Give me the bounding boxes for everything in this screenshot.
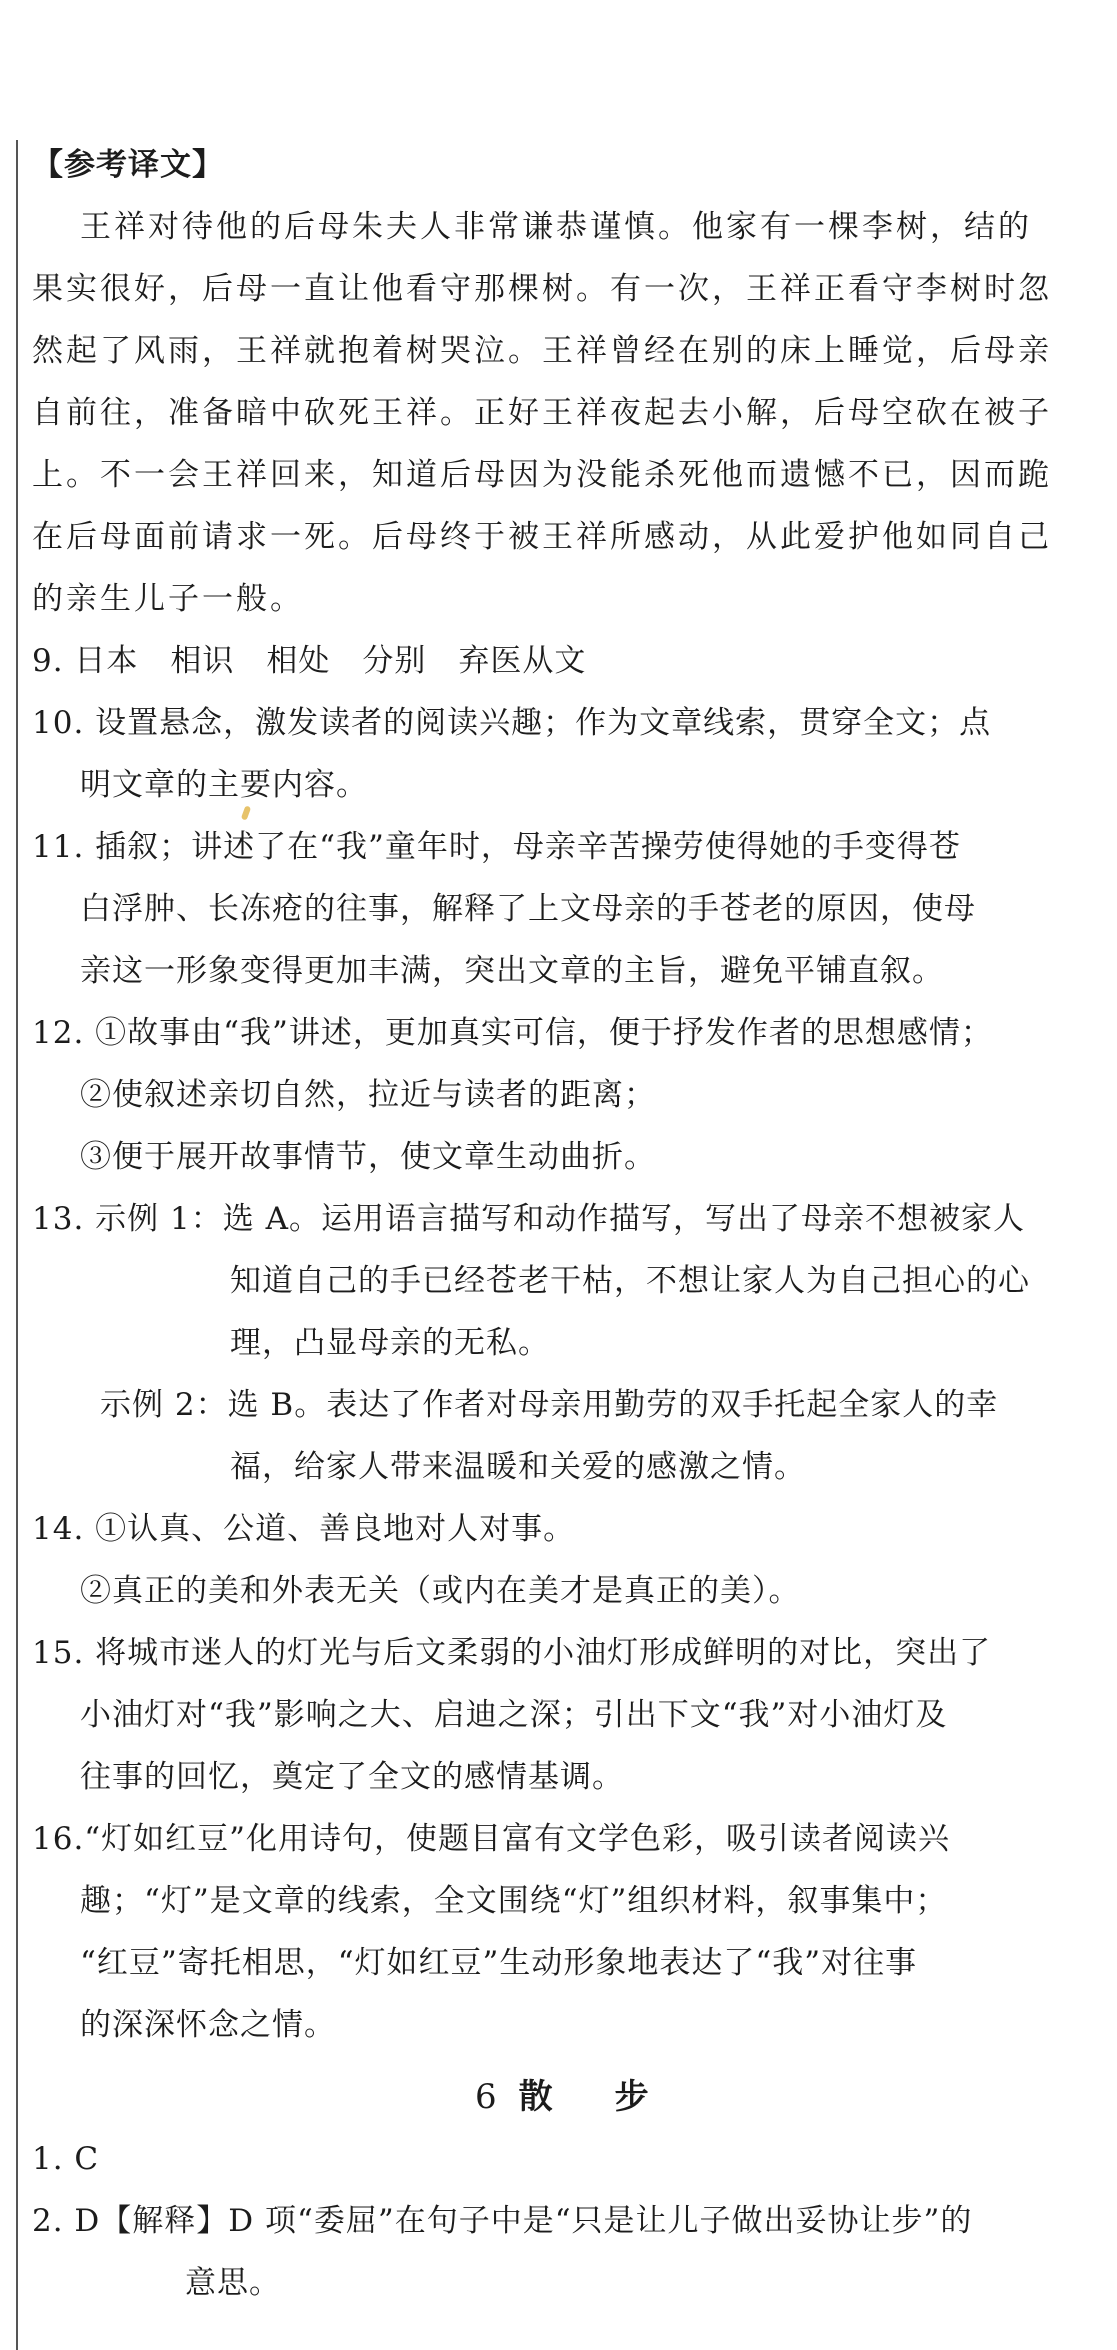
pen-mark [241, 805, 251, 820]
answer-14-line: ②真正的美和外表无关（或内在美才是真正的美）。 [80, 1573, 801, 1609]
answer-13-line: 13. 示例 1：选 A。运用语言描写和动作描写，写出了母亲不想被家人 [32, 1201, 1025, 1237]
translation-line: 王祥对待他的后母朱夫人非常谦恭谨慎。他家有一棵李树，结的 [80, 209, 1032, 245]
answer-16-line: 的深深怀念之情。 [80, 2007, 336, 2043]
answer-13-line: 福，给家人带来温暖和关爱的感激之情。 [230, 1449, 806, 1485]
section-title [475, 2077, 663, 2117]
answer-9: 9. 日本 相识 相处 分别 弃医从文 [32, 643, 587, 679]
section-name: 散 步 [518, 2077, 663, 2117]
answer-11-line: 亲这一形象变得更加丰满，突出文章的主旨，避免平铺直叙。 [80, 953, 944, 989]
translation-line: 在后母面前请求一死。后母终于被王祥所感动，从此爱护他如同自己 [32, 519, 1052, 555]
answer-16-line: “红豆”寄托相思，“灯如红豆”生动形象地表达了“我”对往事 [80, 1945, 918, 1981]
answer-13-line: 示例 2：选 B。表达了作者对母亲用勤劳的双手托起全家人的幸 [100, 1387, 999, 1423]
answer-14-line: 14. ①认真、公道、善良地对人对事。 [32, 1511, 576, 1547]
section-answer-1: 1. C [32, 2141, 100, 2177]
answer-15-line: 小油灯对“我”影响之大、启迪之深；引出下文“我”对小油灯及 [80, 1697, 948, 1733]
translation-line: 上。不一会王祥回来，知道后母因为没能杀死他而遗憾不已，因而跪 [32, 457, 1052, 493]
answer-13-line: 理，凸显母亲的无私。 [230, 1325, 550, 1361]
answer-12-line: 12. ①故事由“我”讲述，更加真实可信，便于抒发作者的思想感情； [32, 1015, 993, 1051]
translation-line: 的亲生儿子一般。 [32, 581, 304, 617]
section-answer-2-line: 意思。 [185, 2265, 281, 2301]
section-number: 6 [475, 2077, 501, 2117]
answer-10-line: 明文章的主要内容。 [80, 767, 368, 803]
answer-10-line: 10. 设置悬念，激发读者的阅读兴趣；作为文章线索，贯穿全文；点 [32, 705, 992, 741]
answer-12-line: ③便于展开故事情节，使文章生动曲折。 [80, 1139, 656, 1175]
answer-12-line: ②使叙述亲切自然，拉近与读者的距离； [80, 1077, 656, 1113]
translation-line: 然起了风雨，王祥就抱着树哭泣。王祥曾经在别的床上睡觉，后母亲 [32, 333, 1052, 369]
section-answer-2-line: 2. D【解释】D 项“委屈”在句子中是“只是让儿子做出妥协让步”的 [32, 2203, 973, 2239]
answer-15-line: 15. 将城市迷人的灯光与后文柔弱的小油灯形成鲜明的对比，突出了 [32, 1635, 992, 1671]
left-margin-rule [16, 140, 18, 2350]
answer-11-line: 白浮肿、长冻疮的往事，解释了上文母亲的手苍老的原因，使母 [80, 891, 976, 927]
answer-13-line: 知道自己的手已经苍老干枯，不想让家人为自己担心的心 [230, 1263, 1030, 1299]
answer-15-line: 往事的回忆，奠定了全文的感情基调。 [80, 1759, 624, 1795]
answer-11-line: 11. 插叙；讲述了在“我”童年时，母亲辛苦操劳使得她的手变得苍 [32, 829, 961, 865]
translation-line: 自前往，准备暗中砍死王祥。正好王祥夜起去小解，后母空砍在被子 [32, 395, 1052, 431]
translation-line: 果实很好，后母一直让他看守那棵树。有一次，王祥正看守李树时忽 [32, 271, 1052, 307]
answer-16-line: 趣；“灯”是文章的线索，全文围绕“灯”组织材料，叙事集中； [80, 1883, 948, 1919]
answer-16-line: 16.“灯如红豆”化用诗句，使题目富有文学色彩，吸引读者阅读兴 [32, 1821, 950, 1857]
translation-heading: 【参考译文】 [32, 147, 224, 183]
